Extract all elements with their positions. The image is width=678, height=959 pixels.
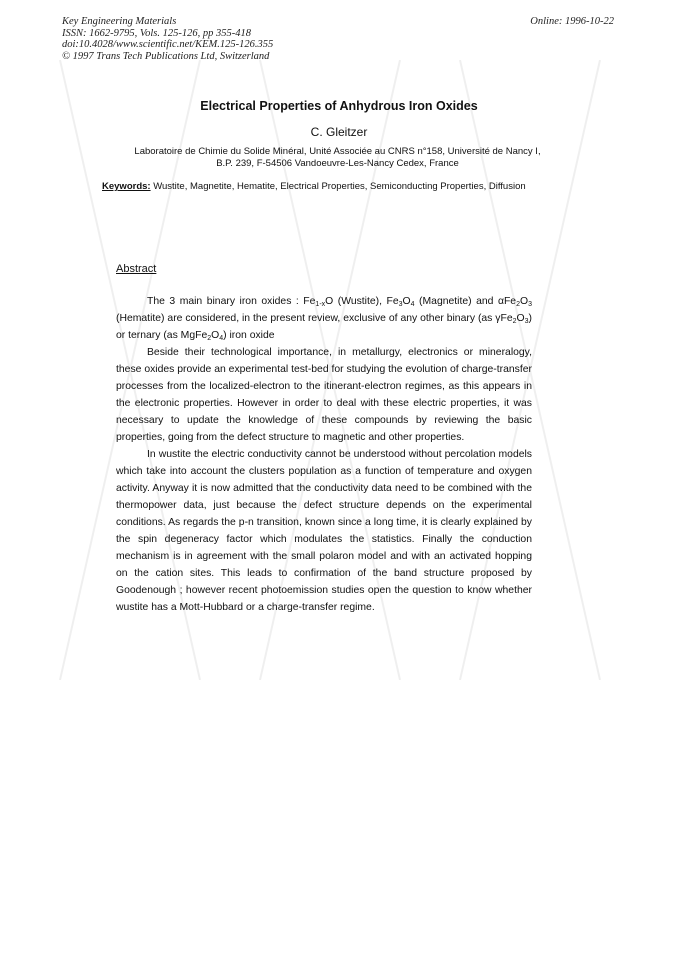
abstract-body xyxy=(116,293,532,616)
abstract-paragraph-1: The 3 main binary iron oxides : $Fe_{1-x}O$ (Wustite), $Fe_3O_4$ (Magnetite) and $\alpha Fe_2O_3$ (Hematite) are considered, in the present review, exclusive of any other binary (as $\gamma Fe_2O_3$) or ternary (as $MgFe_2O_4$) iron oxide xyxy=(116,296,532,342)
journal-header xyxy=(62,16,273,62)
author-name: C. Gleitzer xyxy=(310,125,368,139)
journal-name: Key Engineering Materials xyxy=(62,16,177,27)
abstract-paragraph-2: Beside their technological importance, in metallurgy, electronics or mineralogy, these oxides provide an experimental test-bed for studying the evolution of charge-transfer processes from the localized-electron to the itinerant-electron regimes, as this appears in the electronic properties. However in order to deal with these electric properties, it was necessary to update the knowledge of these compounds by reviewing the basic properties, going from the defect structure to magnetic and other properties. xyxy=(116,347,532,443)
affiliation-line-2: B.P. 239, F-54506 Vandoeuvre-Les-Nancy Cedex, France xyxy=(216,158,459,169)
issn-line: ISSN: 1662-9795, Vols. 125-126, pp 355-418 xyxy=(62,27,251,39)
abstract-paragraph-3: In wustite the electric conductivity cannot be understood without percolation models which take into account the clusters population as a function of temperature and oxygen activity. Anyway it is now admitted that the conductivity data need to be combined with the thermopower data, just because the defect structure depends on the experimental conditions. As regards the p-n transition, known since a long time, it is clearly explained by the spin degeneracy factor which modulates the statistics. Finally the conduction mechanism is in agreement with the small polaron model and with an activated hopping on the cation sites. This leads to confirmation of the band structure proposed by Goodenough ; however recent photoemission studies open the question to know whether wustite has a Mott-Hubbard or a charge-transfer regime. xyxy=(116,449,532,613)
copyright-line: © 1997 Trans Tech Publications Ltd, Switzerland xyxy=(62,50,270,62)
affiliation-line-1: Laboratoire de Chimie du Solide Minéral, Unité Associée au CNRS n°158, Université de Nancy I, xyxy=(134,146,541,157)
keywords-text: Wustite, Magnetite, Hematite, Electrical Properties, Semiconducting Properties, Diffusion xyxy=(153,181,526,192)
keywords-label: Keywords: xyxy=(102,181,151,192)
keywords xyxy=(102,181,547,193)
paper-title: Electrical Properties of Anhydrous Iron Oxides xyxy=(200,99,478,113)
abstract-heading: Abstract xyxy=(116,263,157,275)
affiliation xyxy=(90,146,585,170)
doi-line: doi:10.4028/www.scientific.net/KEM.125-126.355 xyxy=(62,39,274,50)
online-date: Online: 1996-10-22 xyxy=(530,16,614,27)
